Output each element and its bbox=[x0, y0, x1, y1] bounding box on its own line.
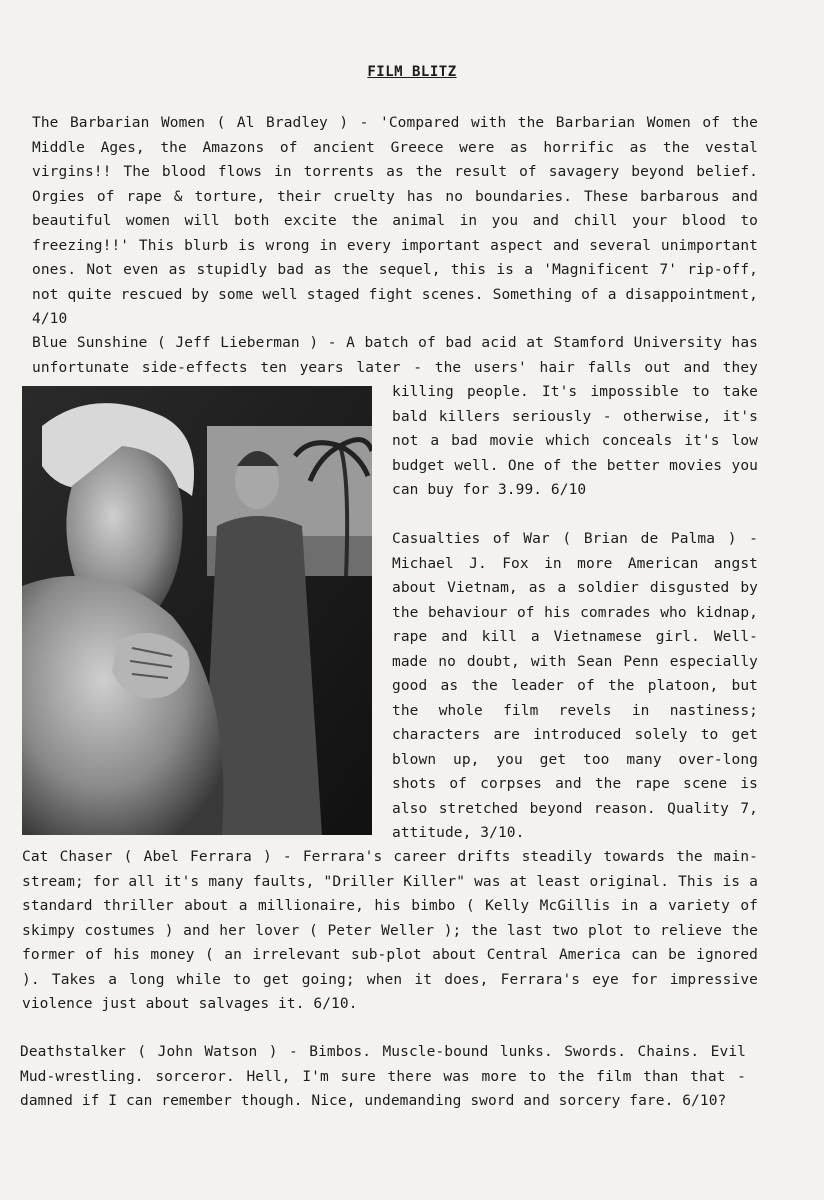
film-still-image bbox=[22, 386, 372, 835]
review-deathstalker: Deathstalker ( John Watson ) - Bimbos. Muscle-bound lunks. Swords. Chains. Evil Mud-wrestling. sorceror. Hell, I'm sure there was more to the film than that - damned if I can remember though. Nice, undemanding sword and sorcery fare. 6/10? bbox=[20, 1044, 746, 1109]
review-barbarian-women: The Barbarian Women ( Al Bradley ) - 'Compared with the Barbarian Women of the Middle Ages, the Amazons of ancient Greece were as horrific as the vestal virgins!! The blood flows in torrents as the result of savagery beyond belief. Orgies of rape & torture, their cruelty has no boundaries. These barbarous and beautiful women will both excite the animal in you and chill your blood to freezing!!' This blurb is wrong in every important aspect and several unimportant ones. Not even as stupidly bad as the sequel, this is a 'Magnificent 7' rip-off, not quite rescued by some well staged fight scenes. Something of a disappointment, 4/10 bbox=[32, 115, 758, 327]
review-blue-sunshine-intro: Blue Sunshine ( Jeff Lieberman ) - A batch of bad acid at Stamford University has unfortunate side-effects ten years later - the users' hair falls out and they bbox=[32, 335, 758, 376]
review-blue-sunshine-continued: killing people. It's impossible to take bald killers seriously - otherwise, it's not a bad movie which conceals it's low budget well. One of the better movies you can buy for 3.99. 6/10 bbox=[392, 384, 758, 498]
page-title: FILM BLITZ bbox=[367, 64, 457, 80]
review-casualties-of-war: Casualties of War ( Brian de Palma ) - Michael J. Fox in more American angst about Vietnam, as a soldier disgusted by the behaviour of his comrades who kidnap, rape and kill a Vietnamese girl. Well-made no doubt, with Sean Penn especially good as the leader of the platoon, but the whole film revels in nastiness; characters are introduced solely to get blown up, you get too many over-long shots of corpses and the rape scene is also stretched beyond reason. Quality 7, attitude, 3/10. bbox=[392, 531, 758, 841]
review-cat-chaser: Cat Chaser ( Abel Ferrara ) - Ferrara's career drifts steadily towards the main-stream; for all it's many faults, "Driller Killer" was at least original. This is a standard thriller about a millionaire, his bimbo ( Kelly McGillis in a variety of skimpy costumes ) and her lover ( Peter Weller ); the last two plot to relieve the former of his money ( an irrelevant sub-plot about Central America can be ignored ). Takes a long while to get going; when it does, Ferrara's eye for impressive violence just about salvages it. 6/10. bbox=[22, 849, 758, 1012]
film-still-photo bbox=[22, 386, 372, 835]
